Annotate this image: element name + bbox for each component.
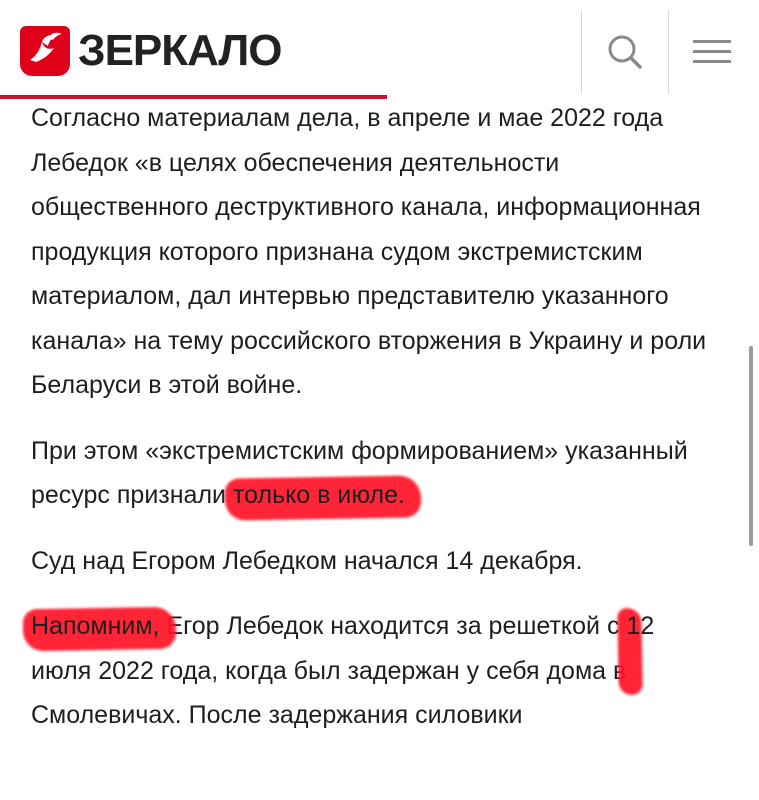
paragraph-text: Егор Лебедок находится за решеткой с [159, 612, 627, 640]
dove-logo-icon [20, 26, 70, 76]
highlighted-text: Напомним, [31, 612, 160, 640]
highlighted-text: 12 июля 202 [31, 612, 655, 685]
scrollbar-thumb[interactable] [749, 346, 753, 546]
article-paragraph [31, 604, 721, 738]
article-paragraph [31, 429, 721, 518]
menu-button[interactable] [669, 10, 755, 94]
search-button[interactable] [582, 10, 668, 94]
article-paragraph: Суд над Егором Лебедком начался 14 декабря. [31, 546, 583, 575]
paragraph-text: При этом «экстремистским формированием» указанный ресурс признали [31, 436, 688, 509]
logo-wordmark: ЗЕРКАЛО [78, 26, 282, 75]
hamburger-menu-icon [692, 36, 732, 68]
article-body [31, 96, 721, 759]
highlighted-text: только в июле. [232, 481, 405, 509]
article-paragraph: Согласно материалам дела, в апреле и мае 2022 года Лебедок «в целях обеспечения деятельности общественного деструктивного канала, информационная продукция которого признана судом экстремистским материалом, дал интервью представителю указанного канала» на тему российского вторжения в Украину и роли Беларуси в этой войне. [31, 104, 707, 399]
site-logo[interactable] [20, 26, 282, 76]
site-header [0, 0, 759, 98]
paragraph-text: 2 года, когда был задержан у себя дома в Смолевичах. После задержания силовики [31, 656, 627, 729]
search-icon [605, 32, 645, 72]
